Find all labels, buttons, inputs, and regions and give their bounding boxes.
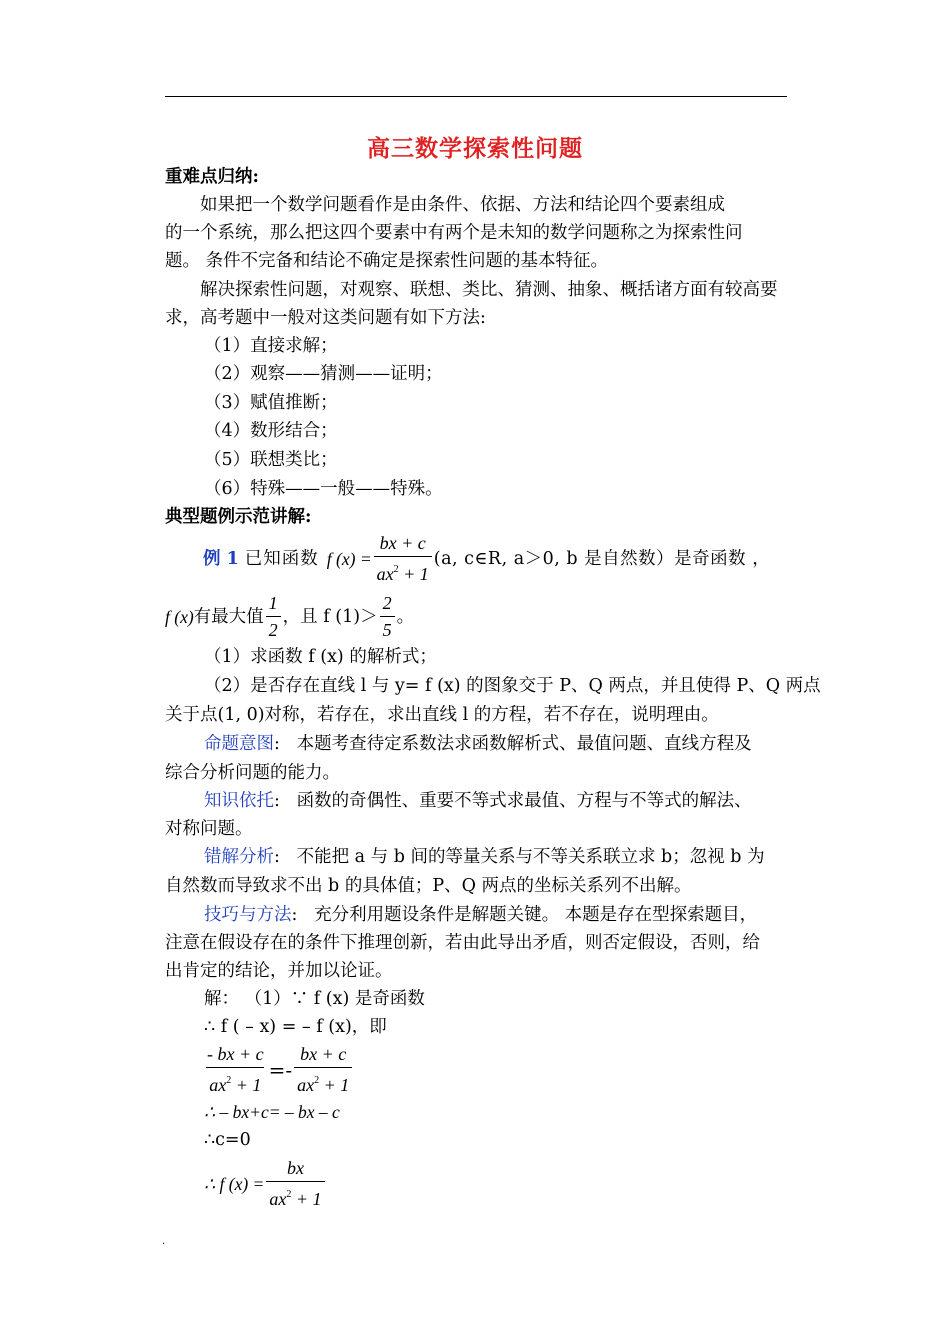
question-1: （1）求函数 f (x) 的解析式；	[204, 647, 437, 667]
basis-line: 对称问题。	[165, 819, 253, 839]
solution-fraction-right: $\frac{bx + c}{ax^2 + 1}$	[294, 1043, 352, 1096]
example-max-condition: f (x) 有最大值 $\frac{1}{2}$ ，且 f (1)＞ $\frac{2}{5}$ 。	[165, 593, 415, 640]
solution-line: ∴ – bx+c= – bx – c	[204, 1102, 340, 1122]
solution-line: ∴ f ( – x) = – f (x)，即	[204, 1017, 387, 1037]
example-conditions: (a, c∈R, a＞0, b 是自然数）是奇函数 ，	[433, 548, 771, 569]
fraction-one-half: $\frac{1}{2}$	[266, 592, 281, 641]
intro-paragraph-line: 题。 条件不完备和结论不确定是探索性问题的基本特征。	[165, 251, 609, 271]
footer-mark: .	[162, 1236, 166, 1247]
method-item: （6）特殊——一般——特殊。	[204, 479, 443, 499]
basis-line: 知识依托: 函数的奇偶性、重要不等式求最值、方程与不等式的解法、	[204, 791, 752, 811]
intent-label: 命题意图	[204, 734, 274, 754]
intent-line: 综合分析问题的能力。	[165, 763, 340, 783]
technique-line: 注意在假设存在的条件下推理创新，若由此导出矛盾，则否定假设，否则，给	[165, 933, 760, 953]
section-heading-examples: 典型题例示范讲解:	[165, 507, 312, 527]
intent-line: 命题意图: 本题考查待定系数法求函数解析式、最值问题、直线方程及	[204, 734, 752, 754]
page-title: 高三数学探索性问题	[367, 135, 583, 162]
section-heading-key-points: 重难点归纳:	[165, 167, 259, 187]
technique-line: 出肯定的结论，并加以论证。	[165, 961, 393, 981]
technique-line: 技巧与方法: 充分利用题设条件是解题关键。 本题是存在型探索题目，	[204, 905, 758, 925]
intro-paragraph-line: 解决探索性问题，对观察、联想、类比、猜测、抽象、概括诸方面有较高要	[200, 280, 778, 300]
intro-paragraph-line: 求，高考题中一般对这类问题有如下方法:	[165, 308, 486, 328]
error-line: 自然数而导致求不出 b 的具体值；P、Q 两点的坐标关系列不出解。	[165, 876, 692, 896]
solution-fraction-left: $\frac{- bx + c}{ax^2 + 1}$	[207, 1044, 264, 1095]
intro-paragraph-line: 的一个系统，那么把这四个要素中有两个是未知的数学问题称之为探索性问	[165, 223, 743, 243]
error-line: 错解分析: 不能把 a 与 b 间的等量关系与不等关系联立求 b；忽视 b 为	[204, 847, 765, 867]
fraction-two-fifths: $\frac{2}{5}$	[380, 592, 395, 641]
solution-equation: $\frac{- bx + c}{ax^2 + 1}$ =- $\frac{bx + c}{ax^2 + 1}$	[202, 1043, 354, 1096]
function-expression: f (x) =	[326, 548, 372, 569]
error-label: 错解分析	[204, 847, 274, 867]
header-rule	[165, 96, 787, 97]
intro-paragraph-line: 如果把一个数学问题看作是由条件、依据、方法和结论四个要素组成	[200, 195, 725, 215]
example-statement	[203, 532, 770, 585]
example-intro: 已知函数	[244, 548, 319, 569]
solution-result: ∴ f (x) = $\frac{bx}{ax^2 + 1}$	[204, 1157, 327, 1210]
solution-line: 解： （1）∵ f (x) 是奇函数	[204, 989, 425, 1009]
method-item: （2）观察——猜测——证明；	[204, 364, 443, 384]
method-item: （5）联想类比；	[204, 450, 338, 470]
question-2: （2）是否存在直线 l 与 y= f (x) 的图象交于 P、Q 两点，并且使得 P、Q 两点	[204, 676, 821, 696]
method-item: （4）数形结合；	[204, 421, 338, 441]
method-item: （3）赋值推断；	[204, 393, 338, 413]
method-item: （1）直接求解；	[204, 336, 338, 356]
basis-label: 知识依托	[204, 791, 274, 811]
example-label: 例 1	[203, 548, 239, 569]
technique-label: 技巧与方法	[204, 905, 292, 925]
solution-line: ∴c=0	[204, 1130, 251, 1150]
question-2: 关于点(1, 0)对称，若存在，求出直线 l 的方程，若不存在，说明理由。	[165, 705, 719, 725]
function-fraction: $\frac{bx + c}{ax^2 + 1}$	[374, 532, 432, 585]
solution-fraction-result: $\frac{bx}{ax^2 + 1}$	[266, 1157, 324, 1210]
